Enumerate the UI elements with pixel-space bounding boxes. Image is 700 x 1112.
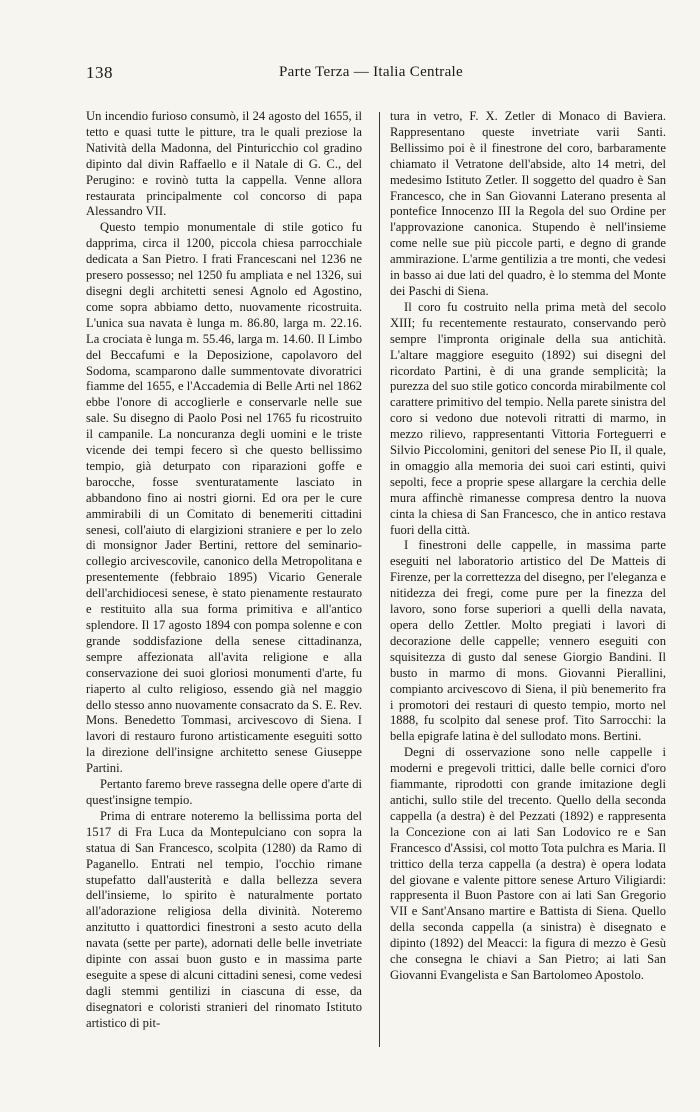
page-number: 138 <box>86 63 113 82</box>
paragraph: Il coro fu costruito nella prima metà del secolo XIII; fu recentemente restaurato, conservando però sempre l'impronta originale della sua antichità. L'altare maggiore eseguito (1892) sui disegni del ricordato Partini, è di una grande semplicità; la purezza del suo stile gotico concorda mirabilmente col carattere primitivo del tempio. Nella parete sinistra del coro si vedono due notevoli ritratti di marmo, in mezzo rilievo, rappresentanti Vittoria Forteguerri e Silvio Piccolomini, genitori del senese Pio II, il quale, in omaggio alla memoria dei suoi cari estinti, quivi sepolti, fece a proprie spese allargare la cerchia delle mura affinchè rimanesse compresa dentro la nuova cinta la chiesa di San Francesco, che in antico restava fuori della città. <box>390 299 666 537</box>
paragraph: Pertanto faremo breve rassegna delle opere d'arte di quest'insigne tempio. <box>86 777 362 807</box>
running-title: Parte Terza — Italia Centrale <box>279 64 463 80</box>
paragraph: Degni di osservazione sono nelle cappelle i moderni e pregevoli trittici, dalle belle cornici d'oro fiammante, riprodotti con grande imitazione degli antichi, sullo stile del trecento. Quello della seconda cappella (a destra) è del Pezzati (1892) e rappresenta la Concezione con ai lati San Lodovico re e San Francesco d'Assisi, col motto Tota pulchra es Maria. Il trittico della terza cappella (a destra) è opera lodata del giovane e valente pittore senese Arturo Viligiardi: rappresenta il Buon Pastore con ai lati San Gregorio VII e Sant'Ansano martire e Battista di Siena. Quello della seconda cappella (a sinistra) è disegnato e dipinto (1892) del Meacci: la figura di mezzo è Gesù che consegna le chiavi a San Pietro; ai lati San Giovanni Evangelista e San Bartolomeo Apostolo. <box>390 745 666 982</box>
right-column <box>390 109 666 984</box>
paragraph: tura in vetro, F. X. Zetler di Monaco di Baviera. Rappresentano queste invetriate varii Santi. Bellissimo poi è il finestrone del coro, barbaramente chiamato il Vetratone dell'abside, alto 14 metri, del medesimo Istituto Zetler. Il soggetto del quadro è San Francesco, che in San Giovanni Laterano presenta al pontefice Innocenzo III la Regola del suo Ordine per l'approvazione canonica. Stupendo è nell'insieme come nelle sue più piccole parti, e degno di grande ammirazione. L'arme gentilizia a tre monti, che vedesi in basso ai due lati del quadro, è lo stemma del Monte dei Paschi di Siena. <box>390 109 666 298</box>
page-header <box>86 63 656 85</box>
column-divider <box>379 112 380 1047</box>
paragraph: Prima di entrare noteremo la bellissima porta del 1517 di Fra Luca da Montepulciano con sopra la statua di San Francesco, scolpita (1280) da Ramo di Paganello. Entrati nel tempio, l'occhio rimane stupefatto dall'austerità e dalla bellezza severa dell'insieme, lo spirito è naturalmente portato all'adorazione religiosa della divinità. Noteremo anzitutto i quattordici finestroni a sesto acuto della navata (sette per parte), adornati delle belle invetriate dipinte con assai buon gusto e in massima parte eseguite a spese di alcuni cittadini senesi, come vedesi dagli stemmi gentilizi in ciascuna di esse, da disegnatori e coloristi stranieri del rinomato Istituto artistico di pit- <box>86 808 362 1030</box>
paragraph: I finestroni delle cappelle, in massima parte eseguiti nel laboratorio artistico del De Matteis di Firenze, per la correttezza del disegno, per l'eleganza e nitidezza dei fregi, come pure per la finezza del lavoro, sono forse superiori a quelli della navata, opera dello Zettler. Molto pregiati i lavori di decorazione delle cappelle; vennero eseguiti con squisitezza di gusto dal senese Giorgio Bandini. Il busto in marmo di mons. Giovanni Pierallini, compianto arcivescovo di Siena, il più benemerito fra i promotori dei restauri di questo tempio, morto nel 1888, fu scolpito dal senese prof. Tito Sarrocchi: la bella epigrafe latina è del sullodato mons. Bertini. <box>390 538 666 744</box>
left-column <box>86 109 362 1032</box>
paragraph: Questo tempio monumentale di stile gotico fu dapprima, circa il 1200, piccola chiesa parrocchiale dedicata a San Pietro. I frati Francescani nel 1236 ne presero possesso; nel 1250 fu ampliata e nel 1326, sui disegni degli architetti senesi Agnolo ed Agostino, come sopra abbiamo detto, nuovamente ricostruita. L'unica sua navata è lunga m. 86.80, larga m. 22.16. La crociata è lunga m. 55.46, larga m. 14.60. Il Limbo del Beccafumi e la Deposizione, capolavoro del Sodoma, scamparono dalle summentovate divoratrici fiamme del 1655, e l'Accademia di Belle Arti nel 1862 ebbe l'onore di accoglierle e conservarle nelle sue sale. Su disegno di Paolo Posi nel 1765 fu ricostruito il campanile. La noncuranza degli uomini e le triste vicende dei tempi fecero sì che questo bellissimo tempio, già deturpato con riparazioni goffe e barocche, fosse sventuratamente lasciato in abbandono fino ai nostri giorni. Ed ora per le cure ammirabili di un Comitato di benemeriti cittadini senesi, coll'aiuto di elargizioni straniere e per lo zelo di monsignor Jader Bertini, rettore del seminario-collegio arcivescovile, canonico della Metropolitana e presentemente (febbraio 1895) Vicario Generale dell'archidiocesi senese, è stato pienamente restaurato e restituito alla sua forma primitiva e all'antico splendore. Il 17 agosto 1894 con pompa solenne e con grande soddisfazione della senese cittadinanza, sempre affezionata all'avita religione e alla conservazione dei suoi gloriosi monumenti d'arte, fu riaperto al culto religioso, essendo già nel maggio dello stesso anno nuovamente consacrato da S. E. Rev. Mons. Benedetto Tommasi, arcivescovo di Siena. I lavori di restauro furono artisticamente eseguiti sotto la direzione dell'insigne architetto senese Giuseppe Partini. <box>86 220 362 776</box>
paragraph: Un incendio furioso consumò, il 24 agosto del 1655, il tetto e quasi tutte le pitture, tra le quali preziose la Natività della Madonna, del Pinturicchio col gradino dipinto dal divin Raffaello e il Natale di G. C., del Perugino: e rovinò tutta la cappella. Venne allora restaurata principalmente col concorso di papa Alessandro VII. <box>86 109 362 219</box>
